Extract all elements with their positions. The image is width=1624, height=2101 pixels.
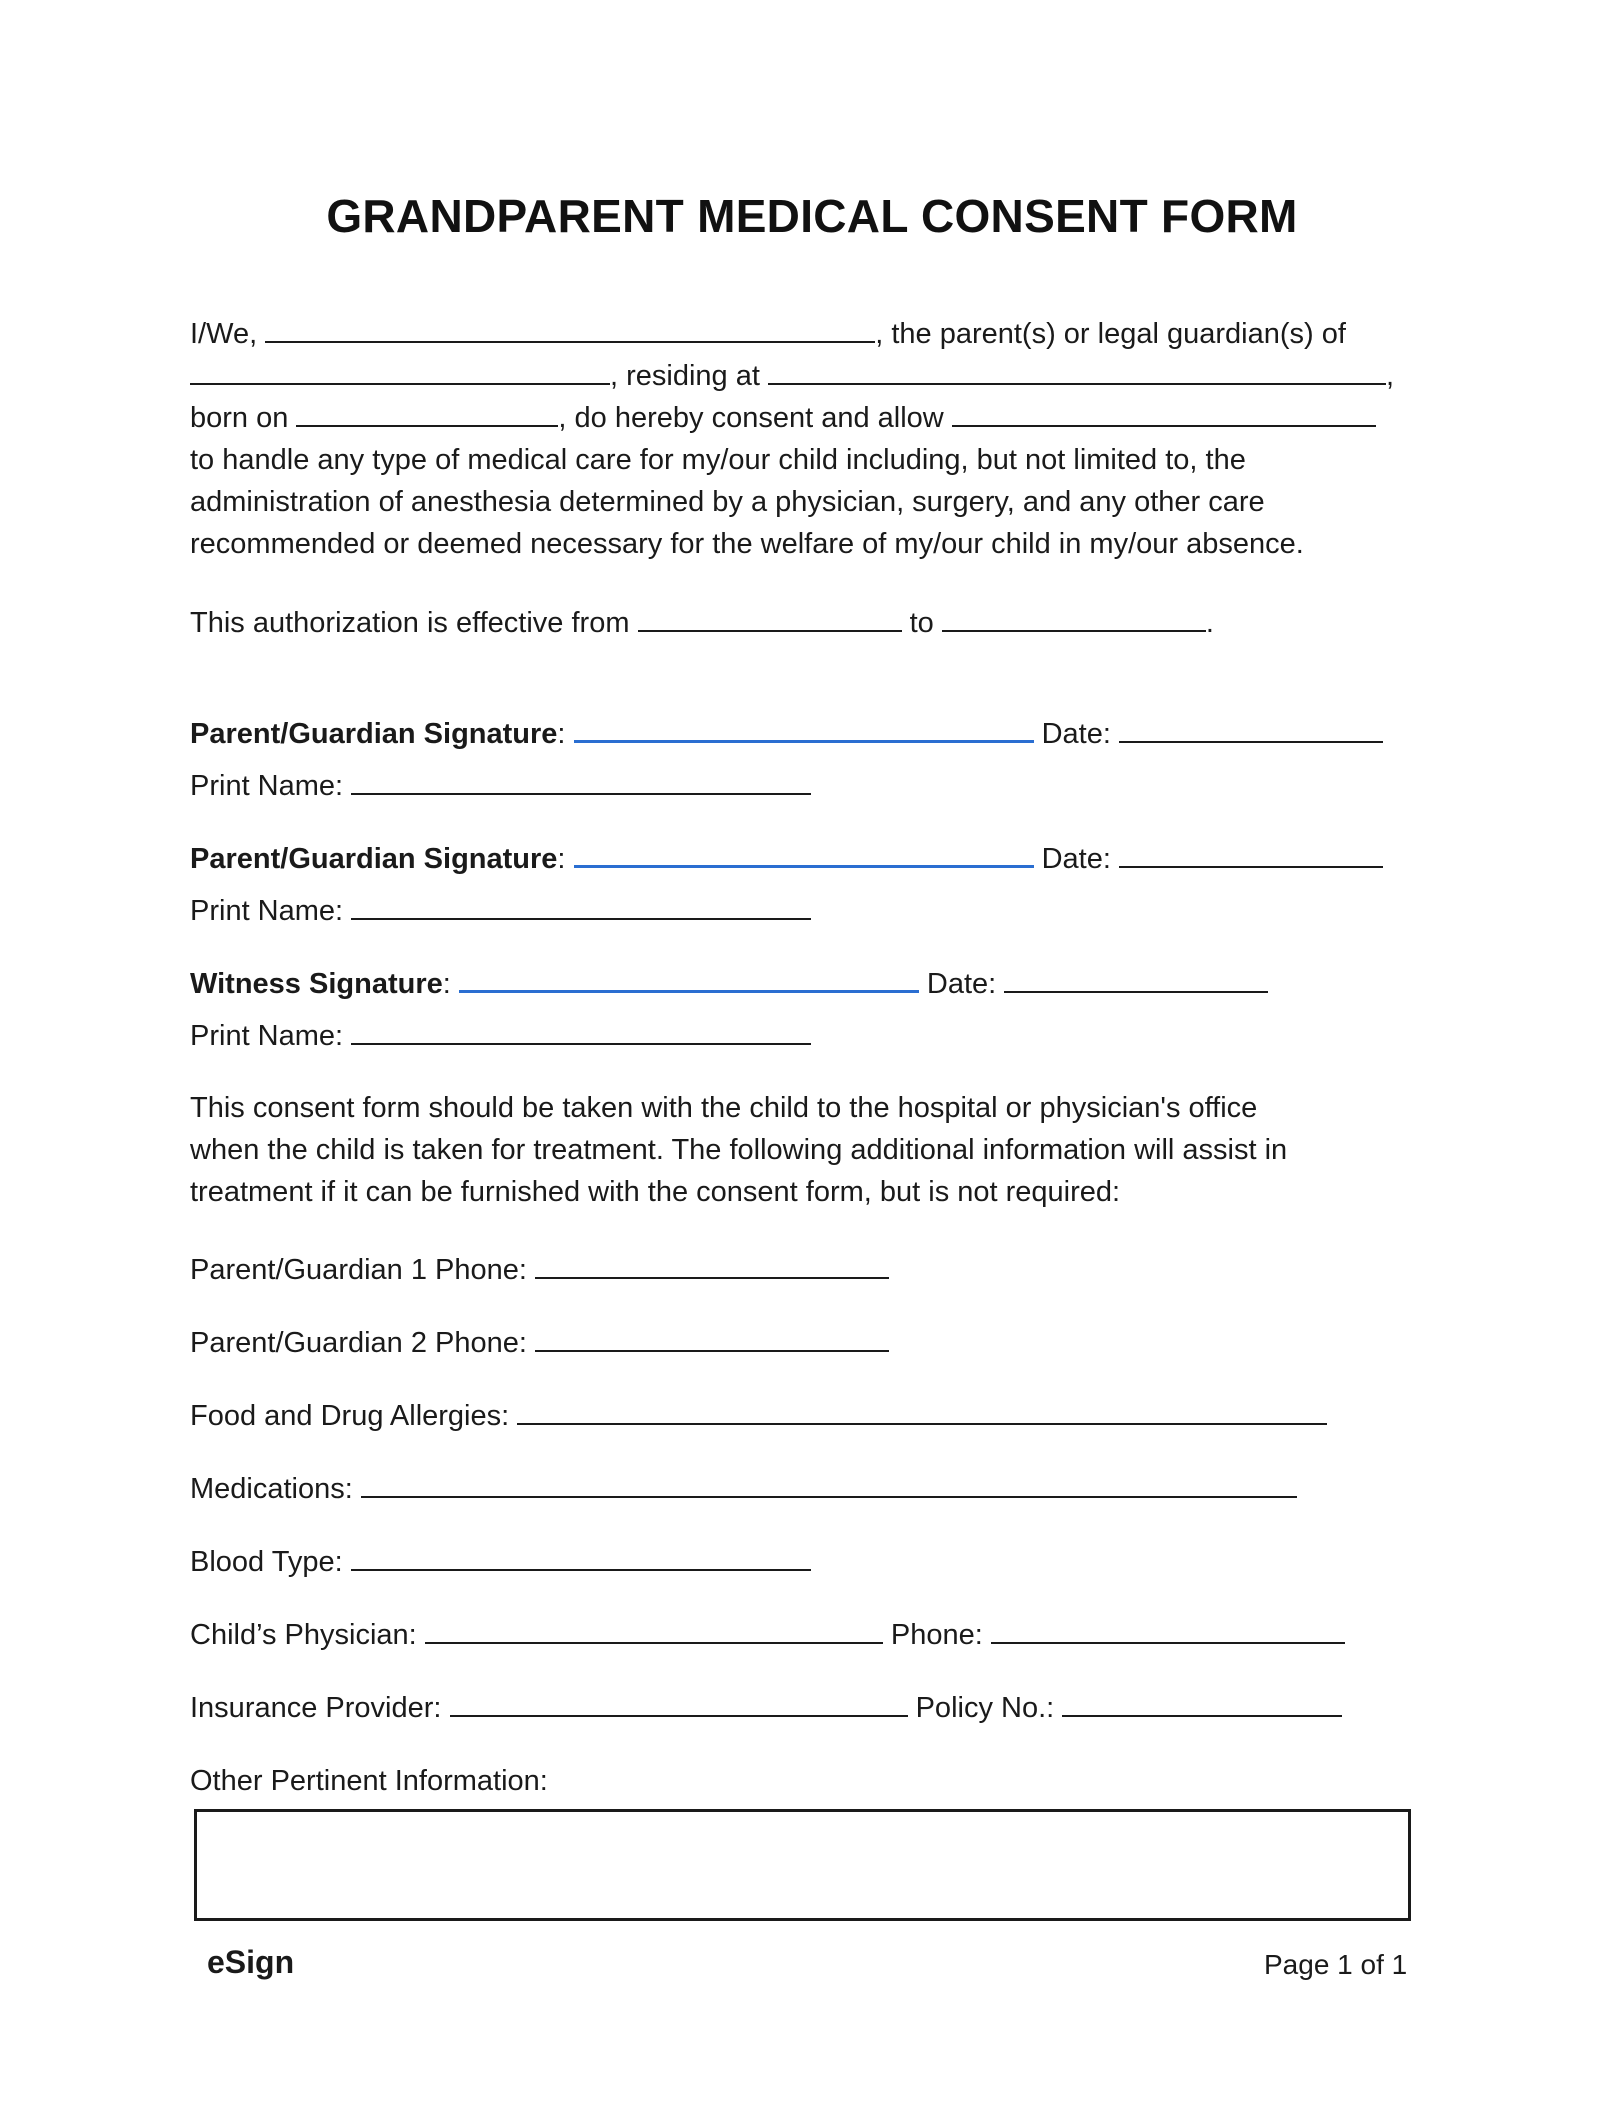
effective-to-field[interactable]	[942, 602, 1206, 632]
insurance-field[interactable]	[450, 1687, 908, 1717]
date-label: Date:	[1041, 843, 1111, 875]
witness-print-name-field[interactable]	[351, 1015, 811, 1045]
parent-signature-1-field[interactable]	[574, 712, 1034, 743]
field-label: Parent/Guardian 2 Phone:	[190, 1327, 527, 1359]
authorization-text: This authorization is effective from	[190, 607, 630, 639]
print-name-label: Print Name:	[190, 1020, 344, 1052]
signature-label: :	[557, 843, 566, 875]
consent-text: , do hereby consent and allow	[558, 402, 944, 434]
consent-line-5: administration of anesthesia determined by a physician, surgery, and any other care	[190, 486, 1265, 518]
phone1-row	[190, 1249, 889, 1291]
signature-label: Witness Signature	[190, 968, 443, 1000]
field-label: Blood Type:	[190, 1546, 343, 1578]
field-label: Food and Drug Allergies:	[190, 1400, 510, 1432]
form-title: GRANDPARENT MEDICAL CONSENT FORM	[326, 190, 1298, 242]
physician-phone-field[interactable]	[991, 1614, 1345, 1644]
blood-type-row	[190, 1541, 811, 1583]
authorization-text: .	[1205, 607, 1214, 639]
print-name-label: Print Name:	[190, 895, 344, 927]
field-label: Policy No.:	[915, 1692, 1055, 1724]
physician-row	[190, 1614, 1345, 1656]
field-label: Child’s Physician:	[190, 1619, 417, 1651]
consent-line-2	[190, 355, 1394, 397]
other-info-textbox[interactable]	[194, 1809, 1411, 1921]
signature-label: :	[442, 968, 451, 1000]
effective-from-field[interactable]	[638, 602, 902, 632]
medications-field[interactable]	[361, 1468, 1297, 1498]
print-name-row-2	[190, 890, 811, 932]
parent-signature-2-field[interactable]	[574, 837, 1034, 868]
info-note-line-2: when the child is taken for treatment. The following additional information will assist in	[190, 1134, 1288, 1166]
esign-logo: eSign	[207, 1944, 295, 1980]
allergies-row	[190, 1395, 1327, 1437]
field-label: Medications:	[190, 1473, 353, 1505]
parent-signature-2-date-field[interactable]	[1119, 838, 1383, 868]
field-label: Phone:	[890, 1619, 983, 1651]
blood-type-field[interactable]	[351, 1541, 811, 1571]
field-label: Parent/Guardian 1 Phone:	[190, 1254, 527, 1286]
phone2-row	[190, 1322, 889, 1364]
consent-text: born on	[190, 402, 289, 434]
address-field[interactable]	[768, 355, 1386, 385]
print-name-row-3	[190, 1015, 811, 1057]
medications-row	[190, 1468, 1297, 1510]
witness-date-field[interactable]	[1004, 963, 1268, 993]
phone1-field[interactable]	[535, 1249, 889, 1279]
parent-name-field[interactable]	[265, 313, 875, 343]
witness-signature-field[interactable]	[459, 962, 919, 993]
date-label: Date:	[926, 968, 997, 1000]
consent-line-3	[190, 397, 1376, 439]
signature-label: Parent/Guardian Signature	[190, 843, 558, 875]
policy-number-field[interactable]	[1062, 1687, 1342, 1717]
info-note-line-3: treatment if it can be furnished with the consent form, but is not required:	[190, 1176, 1121, 1208]
field-label: Insurance Provider:	[190, 1692, 442, 1724]
parent-print-name-1-field[interactable]	[351, 765, 811, 795]
parent-print-name-2-field[interactable]	[351, 890, 811, 920]
physician-field[interactable]	[425, 1614, 883, 1644]
consent-text: I/We,	[190, 318, 258, 350]
parent-signature-1-date-field[interactable]	[1119, 713, 1383, 743]
print-name-label: Print Name:	[190, 770, 344, 802]
consent-line-4: to handle any type of medical care for my/our child including, but not limited to, the	[190, 444, 1246, 476]
parent-signature-row-1	[190, 712, 1383, 755]
consent-line-1	[190, 313, 1346, 355]
print-name-row-1	[190, 765, 811, 807]
consent-line-6: recommended or deemed necessary for the welfare of my/our child in my/our absence.	[190, 528, 1304, 560]
child-name-field[interactable]	[190, 355, 610, 385]
info-note-line-1: This consent form should be taken with the child to the hospital or physician's office	[190, 1092, 1258, 1124]
allergies-field[interactable]	[517, 1395, 1327, 1425]
signature-label: Parent/Guardian Signature	[190, 718, 558, 750]
consent-text: , residing at	[610, 360, 760, 392]
consent-text: , the parent(s) or legal guardian(s) of	[875, 318, 1346, 350]
other-info-label: Other Pertinent Information:	[190, 1765, 548, 1797]
authorization-text: to	[909, 607, 934, 639]
phone2-field[interactable]	[535, 1322, 889, 1352]
date-label: Date:	[1041, 718, 1111, 750]
consent-text: ,	[1385, 360, 1395, 392]
insurance-row	[190, 1687, 1342, 1729]
witness-signature-row	[190, 962, 1268, 1005]
page-number: Page 1 of 1	[1264, 1949, 1408, 1980]
signature-label: :	[557, 718, 566, 750]
parent-signature-row-2	[190, 837, 1383, 880]
authorization-line	[190, 602, 1214, 644]
grandparent-name-field[interactable]	[952, 397, 1376, 427]
birth-date-field[interactable]	[296, 397, 558, 427]
